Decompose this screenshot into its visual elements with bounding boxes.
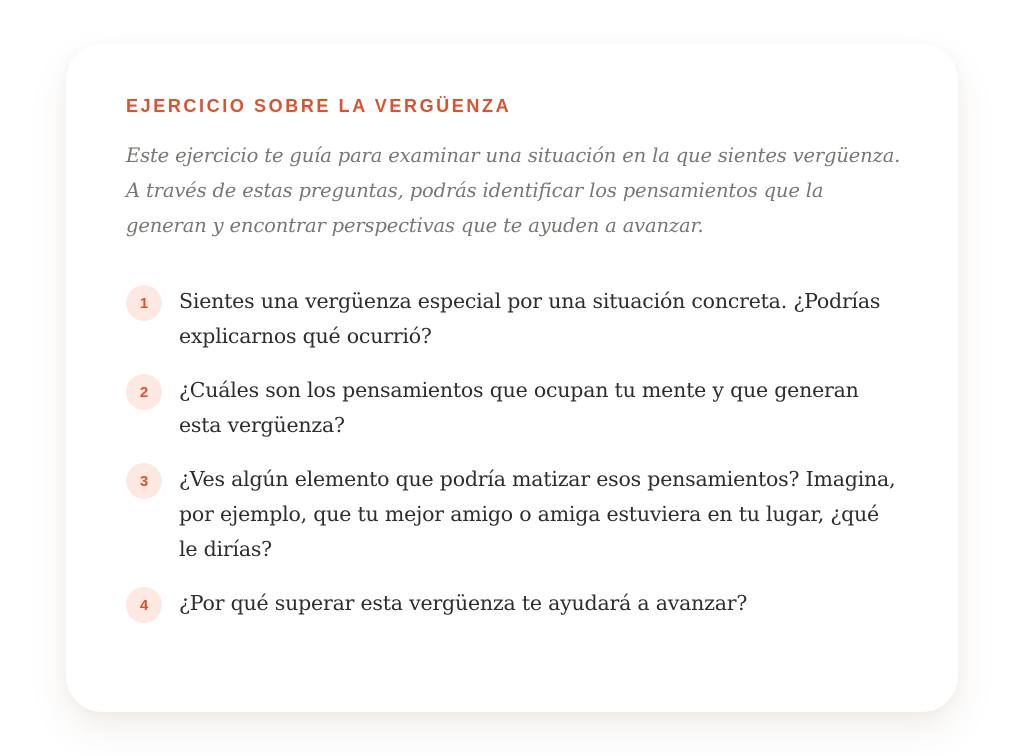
step-number-badge: 4 — [126, 587, 162, 623]
exercise-card — [66, 44, 958, 712]
step-number-badge: 1 — [126, 285, 162, 321]
question-item-3 — [126, 465, 898, 567]
exercise-intro: Este ejercicio te guía para examinar una situación en la que sientes vergüenza. A través de estas preguntas, podrás identificar los pensamientos que la generan y encontrar perspectivas que te ayuden a avanzar. — [126, 144, 901, 237]
exercise-eyebrow-title: EJERCICIO SOBRE LA VERGÜENZA — [126, 96, 512, 116]
question-item-4 — [126, 589, 898, 623]
step-number-badge: 3 — [126, 463, 162, 499]
question-item-2 — [126, 376, 898, 443]
question-text: ¿Por qué superar esta vergüenza te ayudará a avanzar? — [179, 591, 748, 615]
question-text: ¿Ves algún elemento que podría matizar esos pensamientos? Imagina, por ejemplo, que tu mejor amigo o amiga estuviera en tu lugar, ¿qué le dirías? — [179, 467, 896, 561]
question-text: ¿Cuáles son los pensamientos que ocupan tu mente y que generan esta vergüenza? — [179, 378, 859, 437]
question-text: Sientes una vergüenza especial por una situación concreta. ¿Podrías explicarnos qué ocurrió? — [179, 289, 881, 348]
question-list — [126, 287, 898, 623]
step-number-badge: 2 — [126, 374, 162, 410]
question-item-1 — [126, 287, 898, 354]
